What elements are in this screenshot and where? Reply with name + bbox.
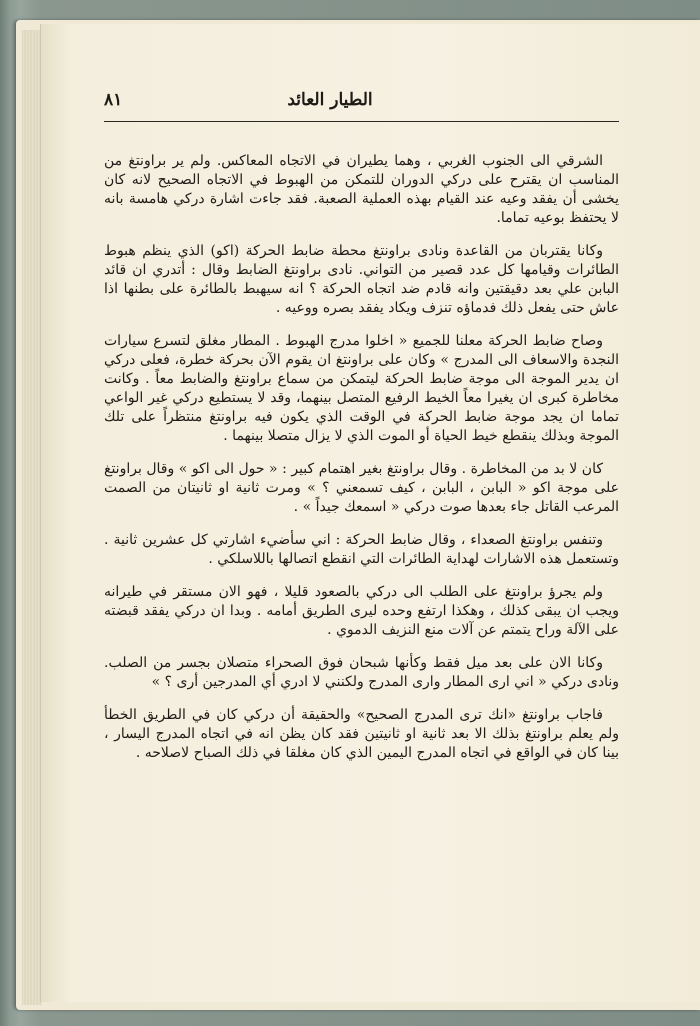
paragraph-8: فاجاب براونتغ «انك ترى المدرج الصحيح» والحقيقة أن دركي كان في الطريق الخطأ ولم يعلم براونتغ بذلك الا بعد ثانية او ثانيتين فقد كان يظن انه في اتجاه المدرج اليسار ، بينا كان في الواقع في اتجاه المدرج اليمين الذي كان مغلقا في ذلك الصباح لاصلاحه . xyxy=(104,707,619,761)
book-spine xyxy=(22,30,42,1005)
paragraph-1: الشرقي الى الجنوب الغربي ، وهما يطيران في الاتجاه المعاكس. ولم ير براونتغ من المناسب ان يقترح على دركي الدوران للتمكن من الهبوط في الاتجاه الصحيح لانه كان يخشى أن يفقد وعيه عند القيام بهذه العملية الصعبة. فقد جاءت اشارة دركي هامسة بانه لا يحتفظ بوعيه تماما. xyxy=(104,153,619,226)
page-header xyxy=(40,90,620,120)
paragraph-5: وتنفس براونتغ الصعداء ، وقال ضابط الحركة : اني سأضيء اشارتي كل عشرين ثانية . وتستعمل هذه الاشارات لهداية الطائرات التي انقطع اتصالها باللاسلكي . xyxy=(104,532,619,567)
page-number: ٨١ xyxy=(104,90,123,110)
running-title: الطيار العائد xyxy=(287,90,373,110)
paragraph-3: وصاح ضابط الحركة معلنا للجميع « اخلوا مدرج الهبوط . المطار مغلق لتسرع سيارات النجدة والاسعاف الى المدرج » وكان على براونتغ ان يقوم الآن بحركة خطرة، فعلى دركي ان يدير الموجة الى موجة ضابط الحركة ليتمكن من سماع براونتغ والضابط معاً . وكانت مخاطرة كبرى ان يغيرا معاً الخيط الرفيع المتصل بينهما، وقد لا يستطيع دركي غير الواعي تماما ان يجد موجة ضابط الحركة في الوقت الذي يكون فيه براونتغ منتظراً على تلك الموجة وبذلك ينقطع خيط الحياة أو الموت الذي لا يزال متصلا بينهما . xyxy=(104,333,619,444)
paragraph-7: وكانا الان على بعد ميل فقط وكأنها شبحان فوق الصحراء متصلان بجسر من الصلب. ونادى دركي « اني ارى المطار وارى المدرج ولكنني لا ادري أي المدرجين أرى ؟ » xyxy=(104,655,619,690)
paragraph-4: كان لا بد من المخاطرة . وقال براونتغ بغير اهتمام كبير : « حول الى اكو » وقال براونتغ على موجة اكو « البابن ، البابن ، كيف تسمعني ؟ » ومرت ثانية او ثانيتان من الصمت المرعب القاتل جاء بعدها صوت دركي « اسمعك جيداً » . xyxy=(104,461,619,515)
header-rule xyxy=(104,121,619,122)
page-body xyxy=(104,152,619,763)
paragraph-6: ولم يجرؤ براونتغ على الطلب الى دركي بالصعود قليلا ، فهو الان مستقر في طيرانه ويجب ان يبقى كذلك ، وهكذا ارتفع وحده ليرى الطريق أمامه . وبدا ان دركي يفقد قبضته على الآلة وراح يتمتم عن آلات منع النزيف الدموي . xyxy=(104,584,619,638)
paragraph-2: وكانا يقتربان من القاعدة ونادى براونتغ محطة ضابط الحركة (اكو) الذي ينظم هبوط الطائرات وقيامها كل عدد قصير من التواني. نادى براونتغ الضابط وقال : أتدري ان قائد البابن علي بعد دقيقتين وانه قادم ضد اتجاه الحركة ؟ انه سيهبط بالطائرة على بطنها اذا عاش حتى يفعل ذلك فدماؤه تنزف ويكاد يفقد بصره ووعيه . xyxy=(104,243,619,316)
